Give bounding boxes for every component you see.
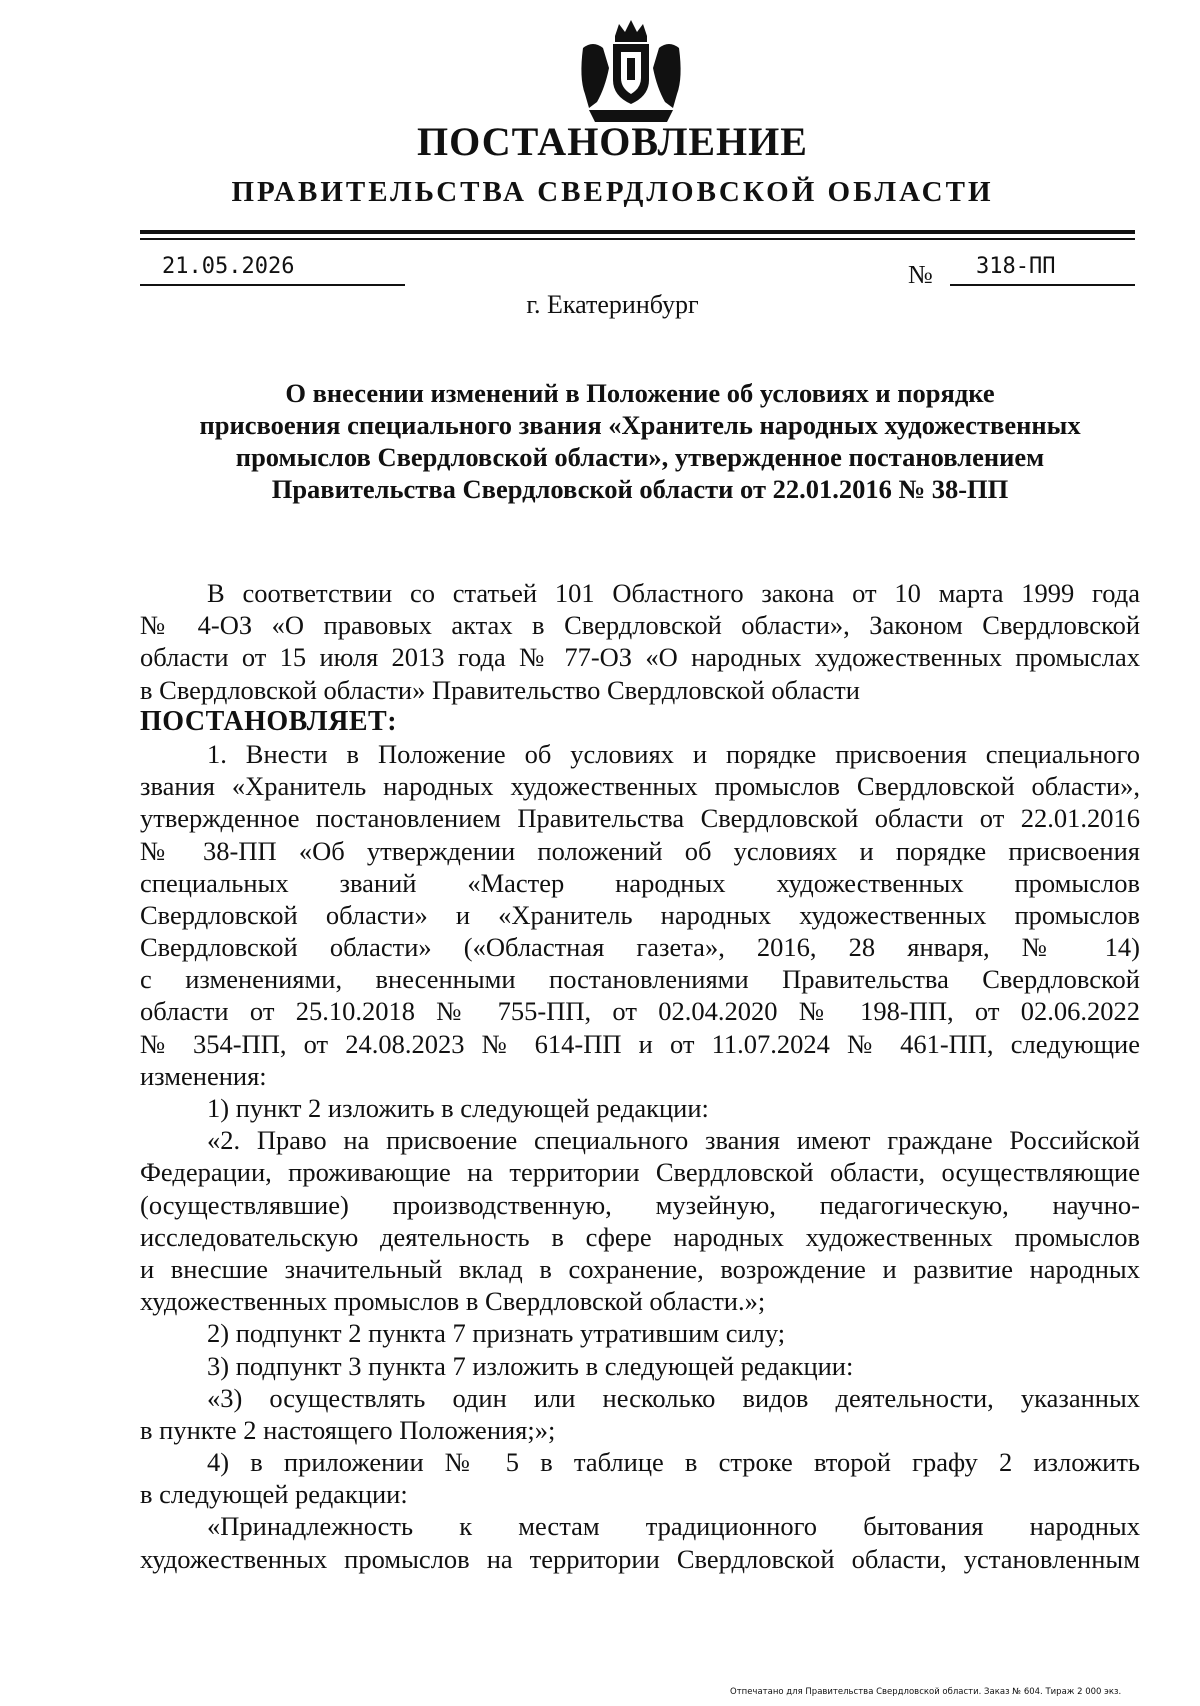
resolution-keyword: ПОСТАНОВЛЯЕТ: (140, 705, 398, 737)
body-line: и внесшие значительный вклад в сохранение, возрождение и развитие народных (140, 1253, 1140, 1284)
body-line: художественных промыслов в Свердловской области.»; (140, 1286, 766, 1317)
city: г. Екатеринбург (526, 290, 699, 319)
heading-line: присвоения специального звания «Хранитель народных художественных (199, 410, 1081, 440)
print-note: Отпечатано для Правительства Свердловской области. Заказ № 604. Тираж 2 000 экз. (730, 1687, 1122, 1697)
body-line: «3) осуществлять один или несколько видов деятельности, указанных (207, 1382, 1140, 1413)
body-line: Федерации, проживающие на территории Свердловской области, осуществляющие (140, 1157, 1140, 1188)
body-line: № 38-ПП «Об утверждении положений об условиях и порядке присвоения (140, 835, 1140, 866)
header-divider-thin (140, 238, 1135, 240)
body-line: исследовательскую деятельность в сфере народных художественных промыслов (140, 1221, 1140, 1252)
body-line: № 4-ОЗ «О правовых актах в Свердловской области», Законом Свердловской (140, 610, 1140, 641)
issuing-authority: ПРАВИТЕЛЬСТВА СВЕРДЛОВСКОЙ ОБЛАСТИ (231, 176, 994, 208)
body-line: 1. Внести в Положение об условиях и порядке присвоения специального (207, 738, 1140, 769)
body-line: 4) в приложении № 5 в таблице в строке второй графу 2 изложить (207, 1447, 1140, 1478)
body-line: «2. Право на присвоение специального звания имеют граждане Российской (207, 1125, 1140, 1156)
body-line: в следующей редакции: (140, 1479, 408, 1510)
heading-line: промыслов Свердловской области», утвержденное постановлением (235, 442, 1045, 472)
heading-line: О внесении изменений в Положение об условиях и порядке (285, 378, 995, 408)
coat-of-arms-icon (575, 18, 687, 126)
body-line: 3) подпункт 3 пункта 7 изложить в следующей редакции: (207, 1350, 854, 1381)
body-line: в Свердловской области» Правительство Свердловской области (140, 674, 860, 705)
document-title: ПОСТАНОВЛЕНИЕ (417, 119, 808, 164)
document-heading (140, 377, 1140, 505)
body-line: утвержденное постановлением Правительства Свердловской области от 22.01.2016 (140, 803, 1140, 834)
body-line: области от 25.10.2018 № 755-ПП, от 02.04.2020 № 198-ПП, от 02.06.2022 (140, 996, 1140, 1027)
header-divider-thick (140, 230, 1135, 234)
body-line: Свердловской области» («Областная газета», 2016, 28 января, № 14) (140, 932, 1140, 963)
body-line: с изменениями, внесенными постановлениями Правительства Свердловской (140, 964, 1140, 995)
body-line: области от 15 июля 2013 года № 77-ОЗ «О народных художественных промыслах (140, 642, 1140, 673)
document-date: 21.05.2026 (140, 254, 405, 286)
number-label: № (908, 260, 933, 289)
document-number: 318-ПП (950, 254, 1135, 286)
body-line: Свердловской области» и «Хранитель народных художественных промыслов (140, 899, 1140, 930)
body-line: (осуществлявшие) производственную, музейную, педагогическую, научно- (140, 1189, 1140, 1220)
body-line: 2) подпункт 2 пункта 7 признать утратившим силу; (207, 1318, 786, 1349)
body-line: художественных промыслов на территории Свердловской области, установленным (140, 1543, 1140, 1574)
document-body (140, 577, 1140, 1575)
body-line: изменения: (140, 1060, 267, 1091)
body-line: 1) пункт 2 изложить в следующей редакции: (207, 1093, 709, 1123)
body-line: № 354-ПП, от 24.08.2023 № 614-ПП и от 11.07.2024 № 461-ПП, следующие (140, 1028, 1140, 1059)
body-line: в пункте 2 настоящего Положения;»; (140, 1414, 556, 1445)
body-line: В соответствии со статьей 101 Областного закона от 10 марта 1999 года (207, 578, 1140, 608)
body-line: звания «Хранитель народных художественных промыслов Свердловской области», (140, 771, 1140, 802)
body-line: «Принадлежность к местам традиционного бытования народных (207, 1511, 1140, 1542)
heading-line: Правительства Свердловской области от 22.01.2016 № 38-ПП (271, 474, 1009, 504)
body-line: специальных званий «Мастер народных художественных промыслов (140, 867, 1140, 898)
